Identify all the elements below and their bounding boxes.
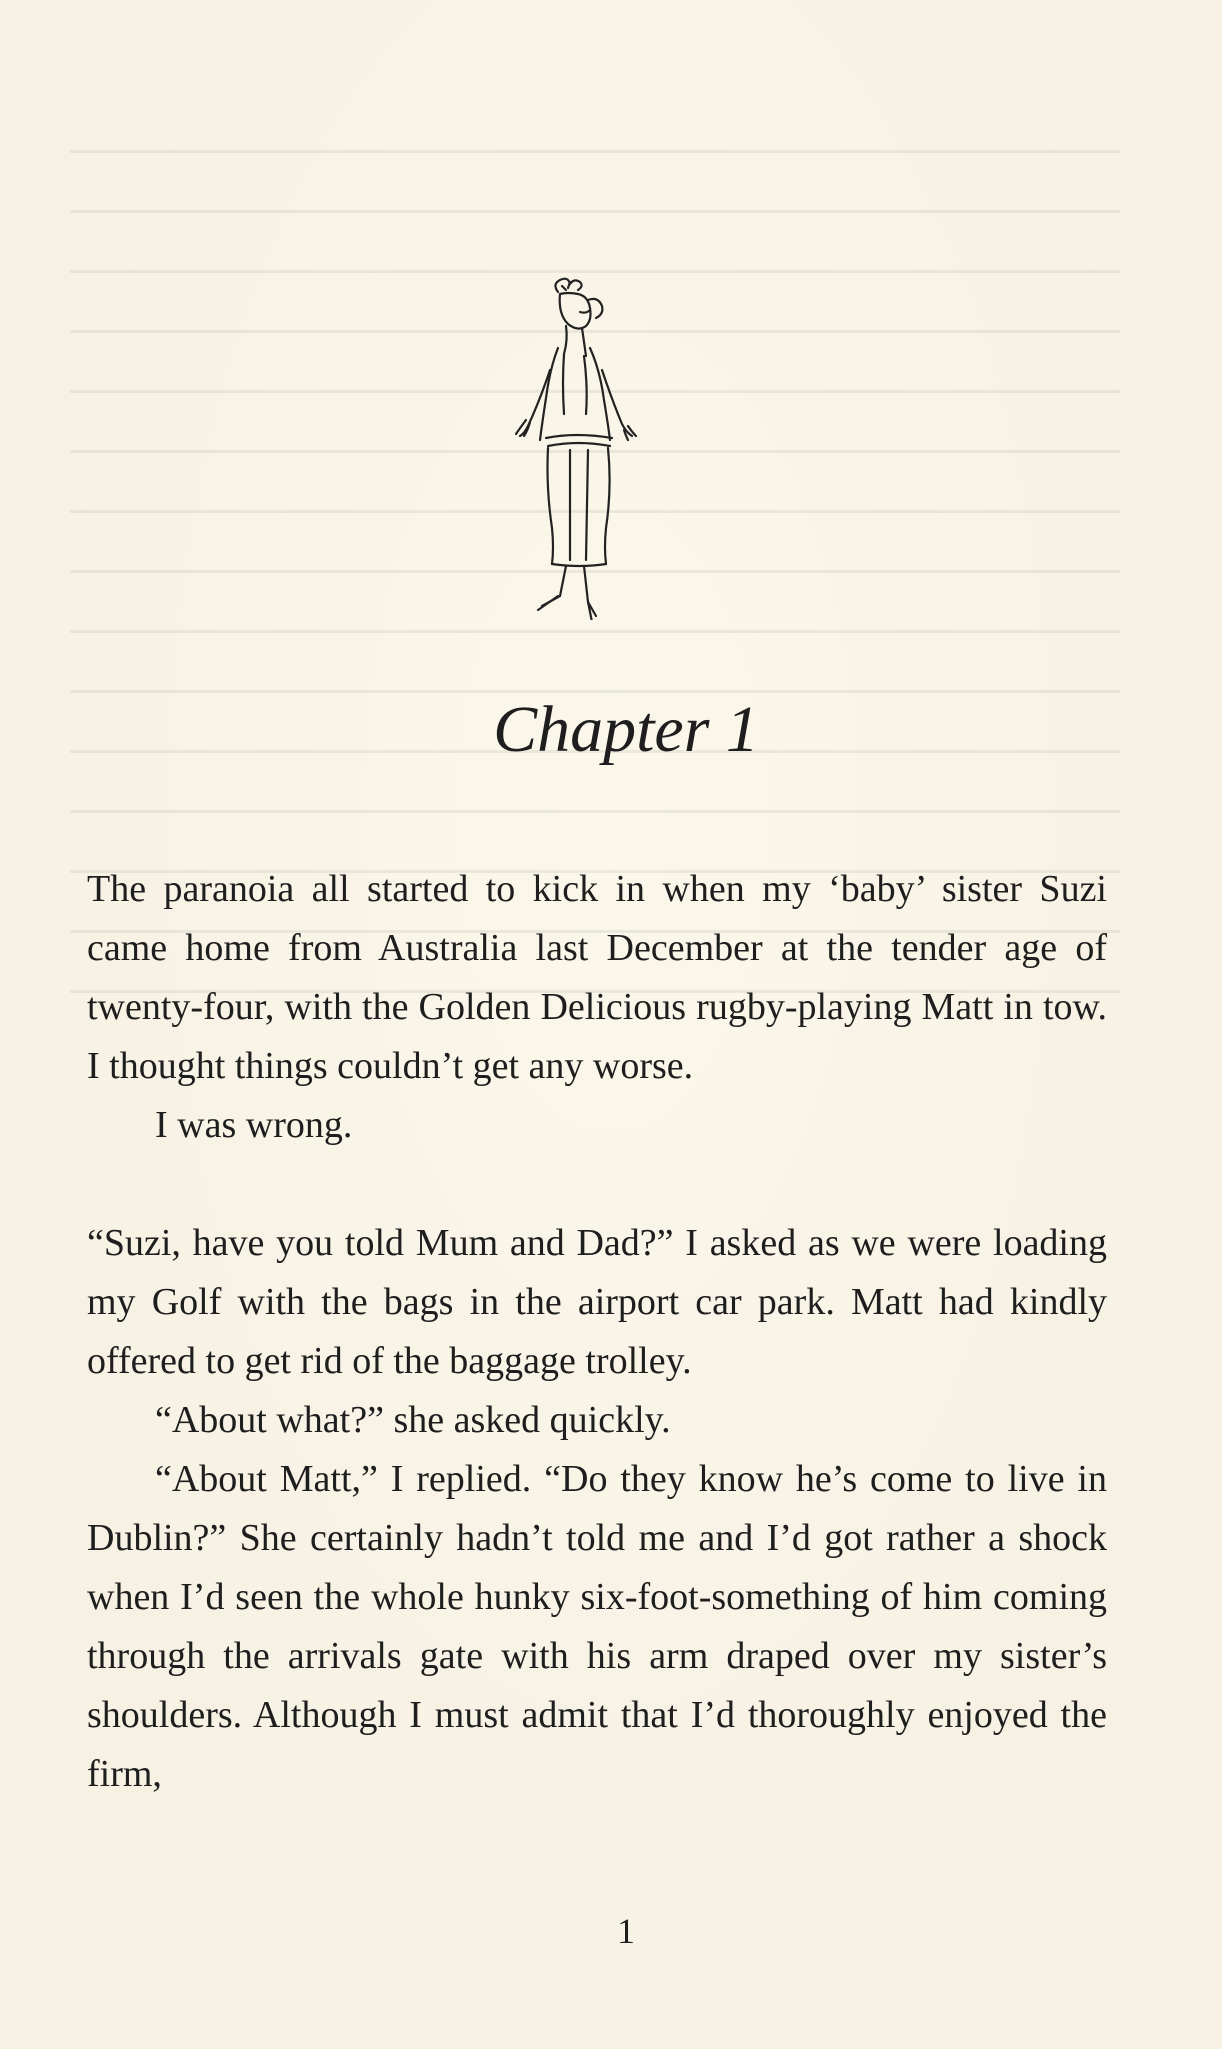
paragraph: “Suzi, have you told Mum and Dad?” I asked as we were loading my Golf with the bags in the airport car park. Matt had kindly offered to get rid of the baggage trolley. (87, 1222, 1107, 1382)
paragraph: “About Matt,” I replied. “Do they know he’s come to live in Dublin?” She certainly hadn’t told me and I’d got rather a shock when I’d seen the whole hunky six-foot-something of him coming through the arrivals gate with his arm draped over my sister’s shoulders. Although I must admit that I’d thoroughly enjoyed the firm, (87, 1458, 1107, 1795)
chapter-body (87, 860, 1107, 1804)
page-number: 1 (617, 1911, 635, 1951)
woman-figure-sketch-icon (510, 270, 670, 620)
chapter-title: Chapter 1 (493, 693, 759, 766)
paragraph: The paranoia all started to kick in when my ‘baby’ sister Suzi came home from Australia last December at the tender age of twenty-four, with the Golden Delicious rugby-playing Matt in tow. I thought things couldn’t get any worse. (87, 868, 1107, 1087)
paragraph: I was wrong. (155, 1104, 353, 1146)
paragraph: “About what?” she asked quickly. (155, 1399, 671, 1441)
